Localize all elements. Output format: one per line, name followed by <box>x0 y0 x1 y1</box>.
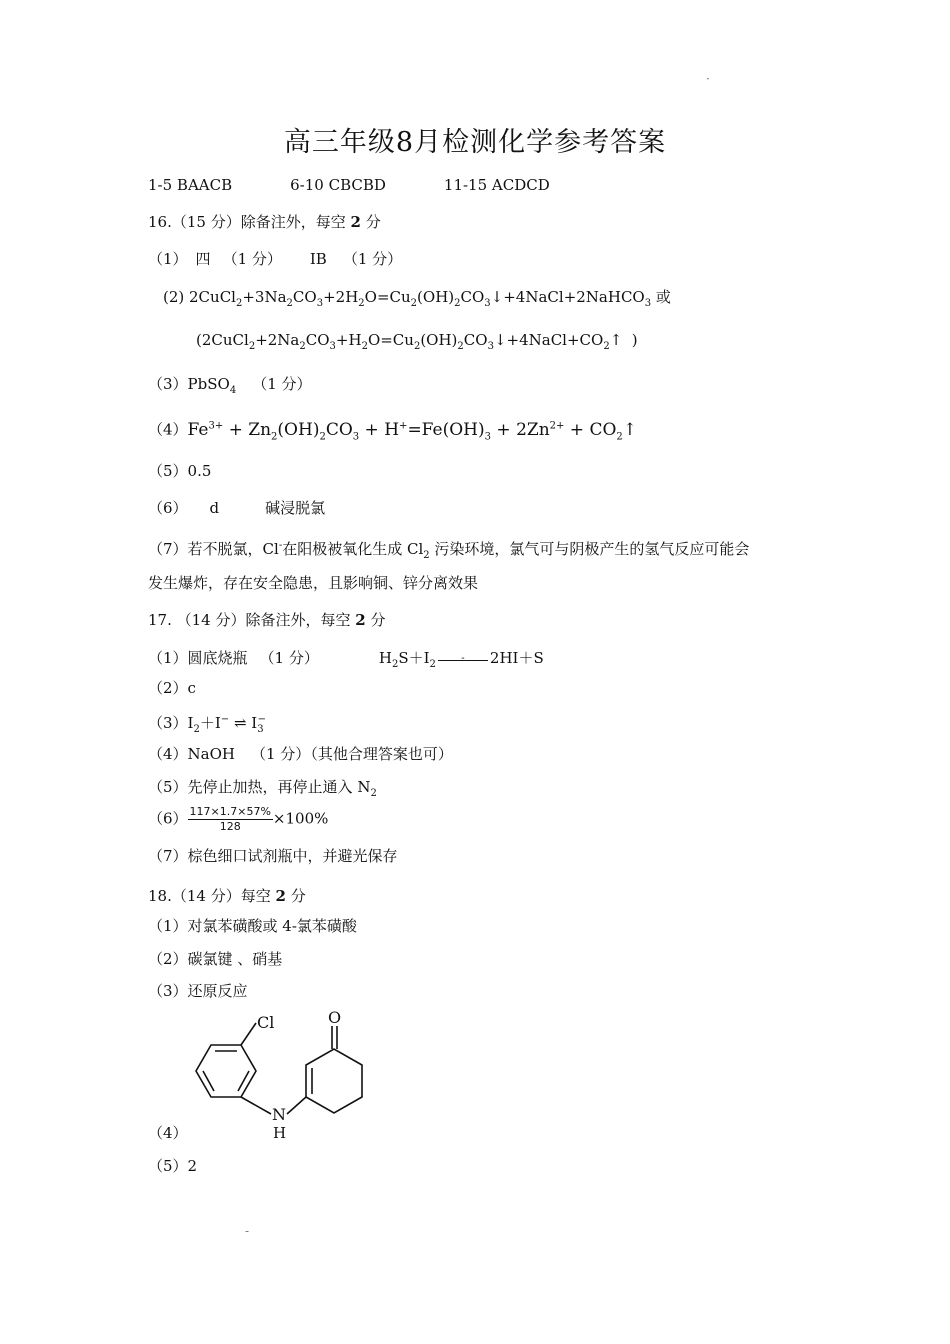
q16-answer-2: (2) $2CuCl_2+3Na_2CO_3+2H_2O=Cu_2(OH)_2CO_3↓+4NaCl+2NaHCO_3$ 或 <box>163 288 671 309</box>
equation-2a: $2CuCl_2+3Na_2CO_3+2H_2O=Cu_2(OH)_2CO_3↓+4NaCl+2NaHCO_3$ <box>189 288 652 309</box>
mc-answers <box>148 175 550 195</box>
q18-answer-5: （5）2 <box>148 1157 198 1175</box>
q17-answer-3: $(3)I_2+I^-$ ⇌ $I_3^-$ <box>148 714 266 735</box>
q16-header: 16.（15 分）除备注外，每空 2 分 <box>148 213 381 231</box>
q17-answer-2: （2）c <box>148 679 196 697</box>
q18-answer-4: （4） <box>148 1124 188 1142</box>
q16-answer-1: （1） 四 （1 分） ⅠB （1 分） <box>148 250 403 268</box>
page-title: 高三年级8月检测化学参考答案 <box>283 127 667 158</box>
reaction-arrow: - <box>438 653 488 665</box>
q16-answer-6: （6） d 碱浸脱氯 <box>148 499 326 517</box>
q16-answer-7-cont: 发生爆炸，存在安全隐患，且影响铜、锌分离效果 <box>148 574 479 592</box>
chemical-structure <box>170 1008 430 1148</box>
q17-answer-6: （6） $\frac{117\times 1.7\times 57\%}{128}$ ×100% <box>148 805 329 833</box>
q18-answer-3: （3）还原反应 <box>148 982 248 1000</box>
q17-answer-4: （4）NaOH （1 分）（其他合理答案也可） <box>148 745 453 763</box>
mc-group-3: 11-15 ACDCD <box>443 176 550 194</box>
q17-answer-5: （5）先停止加热，再停止通入 $N_2$ <box>148 778 377 799</box>
q17-answer-7: （7）棕色细口试剂瓶中，并避光保存 <box>148 847 398 865</box>
yield-fraction: $\frac{117\times 1.7\times 57\%}{128}$ <box>189 805 271 833</box>
q17-answer-1: （1）圆底烧瓶 （1 分） $H_2S+I_2$ - 2HI＋S <box>148 649 544 670</box>
struct-o: O <box>328 1008 342 1027</box>
mc-group-2: 6-10 CBCBD <box>290 176 386 194</box>
q18-answer-2: （2）碳氯键 、硝基 <box>148 950 283 968</box>
equation-17-1: $H_2S+I_2$ - 2HI＋S <box>378 649 544 670</box>
footer-dot: - <box>245 1224 250 1238</box>
q18-answer-1: （1）对氯苯磺酸或 4-氯苯磺酸 <box>148 917 357 935</box>
q18-header: 18.（14 分）每空 2 分 <box>148 887 306 905</box>
equation-4: $Fe^{3+} + Zn_2(OH)_2CO_3 + H^+=Fe(OH)_3 + 2Zn^{2+}$ + $CO_2↑$ <box>187 419 638 443</box>
q16-answer-5: （5）0.5 <box>148 462 212 480</box>
struct-cl: Cl <box>257 1013 275 1032</box>
q16-answer-3: （3）PbSO$_4$ （1 分） <box>148 375 312 396</box>
mc-group-1: 1-5 BAACB <box>148 176 233 194</box>
struct-h: H <box>273 1124 287 1142</box>
q17-header: 17. （14 分）除备注外，每空 2 分 <box>148 611 386 629</box>
corner-dot: · <box>706 72 710 86</box>
q16-answer-2-alt: ($2CuCl_2+2Na_2CO_3+H_2O=Cu_2(OH)_2CO_3↓+4NaCl+CO_2↑$ ) <box>196 331 638 352</box>
q16-answer-7: （7）若不脱氯，Cl-在阳极被氧化生成 $Cl_2$ 污染环境，氯气可与阴极产生的氢气反应可能会 <box>148 540 750 561</box>
struct-n: N <box>272 1105 286 1124</box>
q16-answer-4: $(4)Fe^{3+} + Zn_2(OH)_2CO_3 + H^+=Fe(OH)_3 + 2Zn^{2+}$ + $CO_2↑$ <box>148 419 638 443</box>
